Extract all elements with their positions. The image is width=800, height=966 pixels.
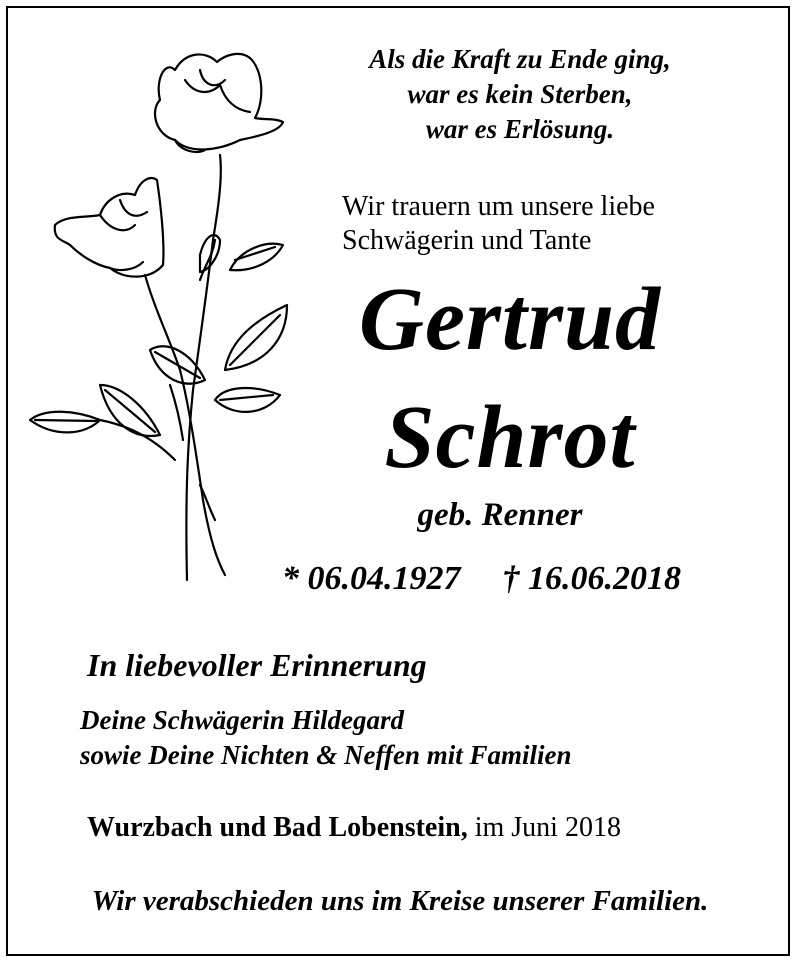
maiden-name: geb. Renner <box>417 497 583 533</box>
quote-line-2: war es kein Sterben, <box>407 79 633 109</box>
last-name: Schrot <box>384 388 636 487</box>
first-name: Gertrud <box>358 270 662 369</box>
intro-text <box>342 190 655 258</box>
intro-line-2: Schwägerin und Tante <box>342 225 592 256</box>
memory-heading: In liebevoller Erinnerung <box>87 647 427 683</box>
quote-block <box>280 42 760 147</box>
mourners-block <box>80 703 571 773</box>
mourners-line-2: sowie Deine Nichten & Neffen mit Familien <box>80 740 572 770</box>
life-dates <box>282 560 681 598</box>
intro-line-1: Wir trauern um unsere liebe <box>342 191 655 222</box>
place-location: Wurzbach und Bad Lobenstein, <box>87 812 468 843</box>
place-date: im Juni 2018 <box>474 812 621 843</box>
quote-line-3: war es Erlösung. <box>425 114 615 144</box>
death-date: † 16.06.2018 <box>502 560 681 597</box>
place-and-date <box>87 812 621 844</box>
quote-line-1: Als die Kraft zu Ende ging, <box>369 44 671 74</box>
rose-illustration-icon <box>25 40 305 590</box>
mourners-line-1: Deine Schwägerin Hildegard <box>80 705 405 735</box>
farewell-text: Wir verabschieden uns im Kreise unserer Familien. <box>91 885 709 917</box>
birth-date: * 06.04.1927 <box>282 560 461 597</box>
